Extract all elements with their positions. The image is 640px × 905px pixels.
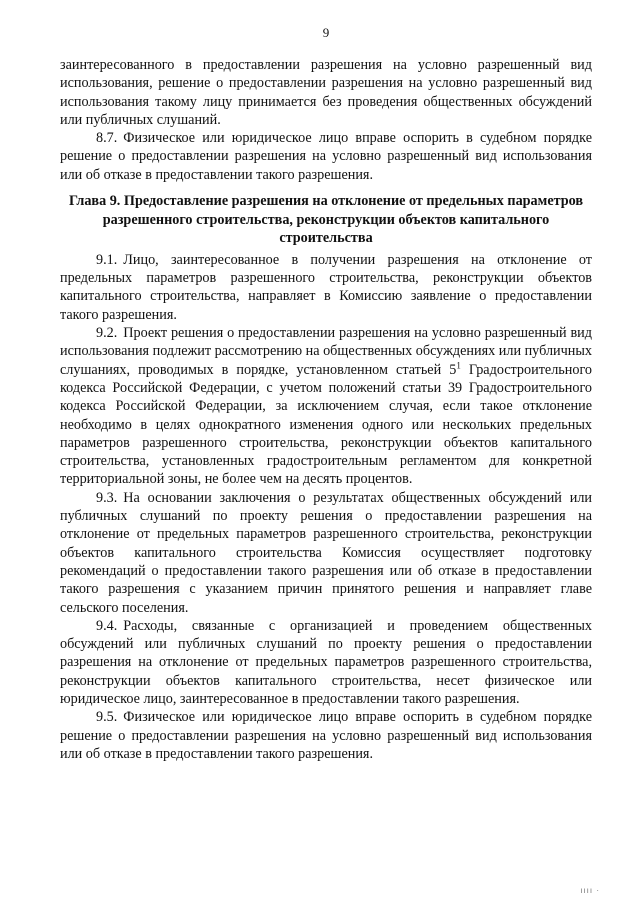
paragraph-text: Физическое или юридическое лицо вправе оспорить в судебном порядке решение о предоставлении разрешения на условно разрешенный вид использования или об отказе в предоставлении такого разрешения. xyxy=(60,130,592,183)
scan-corner-mark: ıııı · xyxy=(580,886,600,895)
paragraph-text: Расходы, связанные с организацией и проведением общественных обсуждений или публичных слушаний по проекту решения о предоставлении разрешения на отклонение от предельных параметров разрешенного строительства, реконструкции объектов капитального строительства, несет физическое или юридическое лицо, заинтересованное в предоставлении такого разрешения. xyxy=(60,617,592,707)
paragraph-text: Градостроительного кодекса Российской Федерации, с учетом положений статьи 39 Градостроительного кодекса Российской Федерации, за исключением случая, если такое отклонение необходимо в целях однократного изменения одного или нескольких предельных параметров разрешенного строительства, реконструкции объектов капитального строительства, установленных градостроительным регламентом для конкретной территориальной зоны, не более чем на десять процентов. xyxy=(60,361,593,488)
continuation-paragraph xyxy=(60,56,592,129)
paragraph-number: 9.2. xyxy=(96,325,118,342)
paragraph-number: 9.4. xyxy=(96,617,118,634)
paragraph-9-1 xyxy=(60,251,592,324)
paragraph-number: 8.7. xyxy=(96,130,118,147)
paragraph-number: 9.1. xyxy=(96,251,118,268)
paragraph-8-7 xyxy=(60,129,592,184)
chapter-9-heading: Глава 9. Предоставление разрешения на отклонение от предельных параметров разрешенного строительства, реконструкции объектов капитального строительства xyxy=(68,193,584,247)
page-number: 9 xyxy=(322,25,330,40)
paragraph-text: Физическое или юридическое лицо вправе оспорить в судебном порядке решение о предоставлении разрешения на условно разрешенный вид использования или об отказе в предоставлении такого разрешения. xyxy=(60,709,592,762)
continuation-text: заинтересованного в предоставлении разрешения на условно разрешенный вид использования, решение о предоставлении разрешения на условно разрешенный вид использования такому лицу принимается без проведения общественных обсуждений или публичных слушаний. xyxy=(60,57,592,128)
paragraph-number: 9.5. xyxy=(96,709,118,726)
paragraph-9-5 xyxy=(60,708,592,763)
paragraph-text: Лицо, заинтересованное в получении разрешения на отклонение от предельных параметров разрешенного строительства, реконструкции объектов капитального строительства, направляет в Комиссию заявление о предоставлении такого разрешения. xyxy=(60,251,592,323)
paragraph-text: Проект решения о предоставлении разрешения на условно разрешенный вид использования подлежит рассмотрению на общественных обсуждениях или публичных слушаниях, проводимых в порядке, установленном статьей 5 xyxy=(60,325,592,378)
paragraph-9-4 xyxy=(60,617,592,708)
paragraph-text: На основании заключения о результатах общественных обсуждений или публичных слушаний по проекту решения о предоставлении разрешения на отклонение от предельных параметров разрешенного строительства, реконструкции объектов капитального строительства Комиссия осуществляет подготовку рекомендаций о предоставлении такого разрешения или об отказе в предоставлении такого разрешения с указанием причин принятого решения и направляет главе сельского поселения. xyxy=(60,489,592,616)
paragraph-9-2 xyxy=(60,324,592,489)
paragraph-9-3 xyxy=(60,489,592,617)
superscript: 1 xyxy=(456,359,461,370)
paragraph-number: 9.3. xyxy=(96,489,118,506)
document-page xyxy=(60,24,592,763)
